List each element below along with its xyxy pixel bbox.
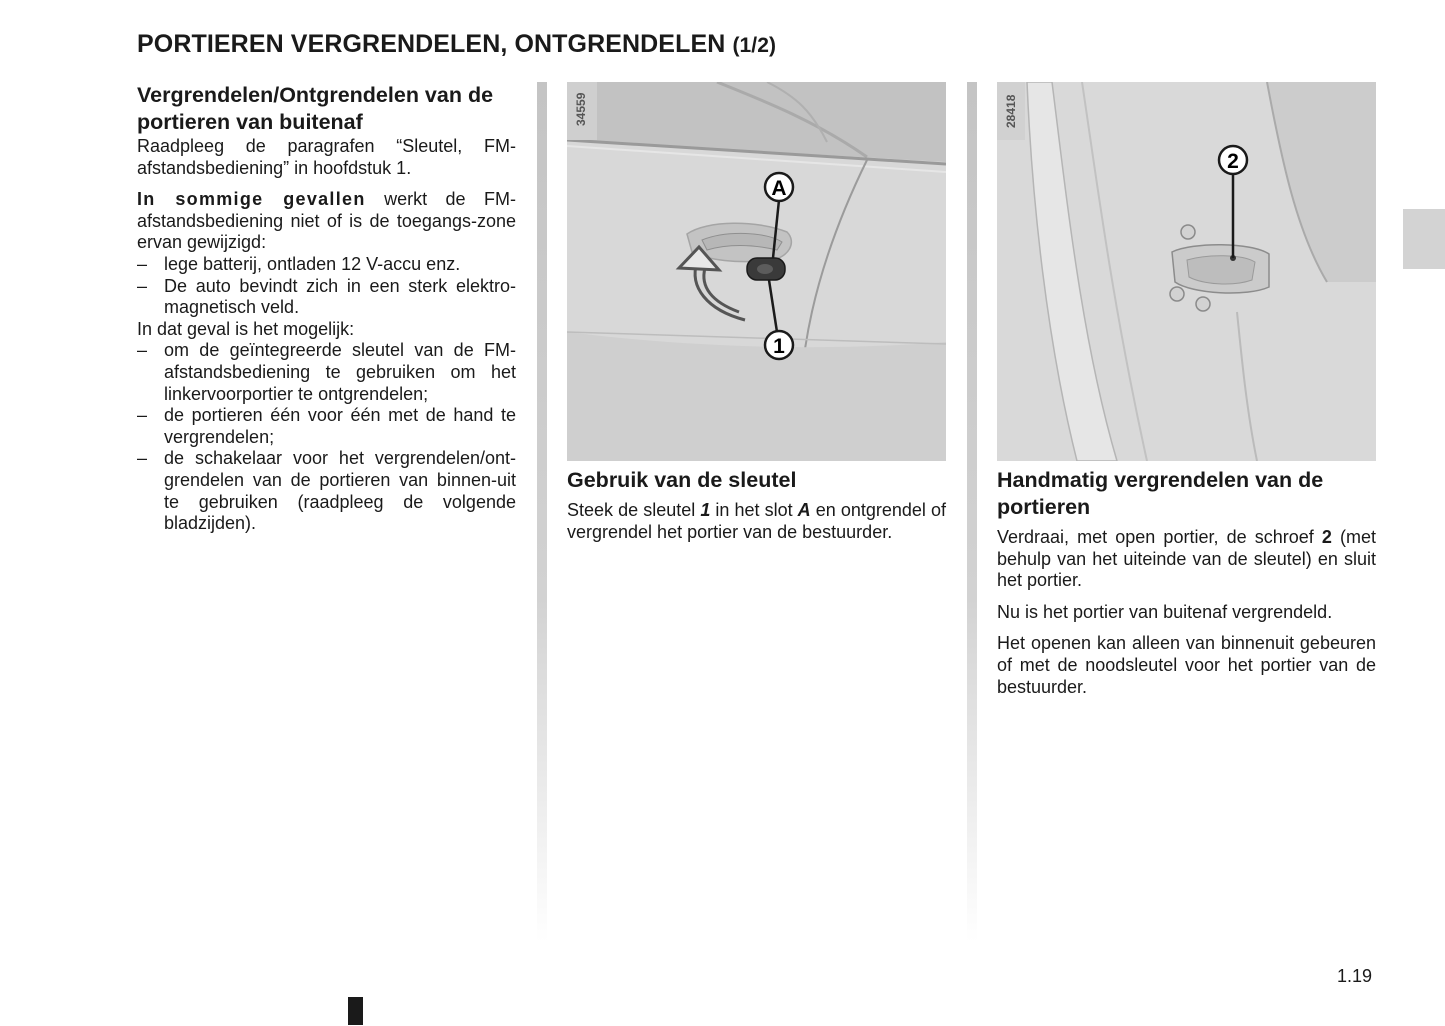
text-fragment: (met behulp van het uiteinde van de sleutel) en sluit het portier.	[997, 527, 1376, 591]
section-manual-locking	[997, 82, 1376, 698]
callout-1-label: 1	[773, 335, 785, 358]
page-title-main: PORTIEREN VERGRENDELEN, ONTGRENDELEN	[137, 30, 726, 58]
text-fragment: Steek de sleutel	[567, 500, 701, 520]
opening-text: Het openen kan alleen van binnenuit gebeuren of met de noodsleutel voor het portier van de bestuurder.	[997, 633, 1376, 697]
manual-lock-text	[997, 527, 1376, 592]
section-key-usage	[567, 82, 946, 543]
options-list	[137, 340, 516, 534]
intro-text: Raadpleeg de paragrafen “Sleutel, FM-afstandsbediening” in hoofdstuk 1.	[137, 136, 516, 178]
section-heading: Handmatig vergrendelen van de portieren	[997, 468, 1324, 519]
note-text	[137, 189, 516, 254]
section-exterior-locking	[137, 82, 516, 535]
list-item: – de schakelaar voor het vergrendelen/ont-grendelen van de portieren van binnen-uit te gebruiken (raadpleeg de volgende bladzijden).	[137, 448, 516, 534]
footer-mark	[348, 997, 363, 1025]
section-heading: Vergrendelen/Ontgrendelen van de portieren van buitenaf	[137, 83, 494, 134]
page-title-suffix: (1/2)	[732, 34, 777, 57]
figure-door-lock	[997, 82, 1376, 461]
column-divider	[967, 82, 977, 942]
section-heading: Gebruik van de sleutel	[567, 468, 797, 492]
list-item: – lege batterij, ontladen 12 V-accu enz.	[137, 254, 516, 276]
column-divider	[537, 82, 547, 942]
lock-reference: A	[797, 500, 811, 520]
list-item: – De auto bevindt zich in een sterk elektro-magnetisch veld.	[137, 276, 516, 319]
locked-text: Nu is het portier van buitenaf vergrendeld.	[997, 601, 1333, 622]
list-item: – de portieren één voor één met de hand te vergrendelen;	[137, 405, 516, 448]
door-lock-screw-illustration-icon	[997, 82, 1376, 461]
figure-door-handle	[567, 82, 946, 461]
figure-code: 34559	[574, 92, 588, 126]
note-rest: werkt de FM-afstandsbediening niet of is de toegangs-zone ervan gewijzigd:	[137, 189, 517, 253]
list-item: – om de geïntegreerde sleutel van de FM-afstandsbediening te gebruiken om het linkervoorportier te ontgrendelen;	[137, 340, 516, 405]
callout-2-label: 2	[1227, 150, 1239, 173]
page-title	[137, 30, 776, 59]
then-text: In dat geval is het mogelijk:	[137, 318, 355, 339]
door-handle-key-illustration-icon	[567, 82, 946, 461]
text-fragment: en ontgrendel of vergrendel het portier van de bestuurder.	[567, 500, 946, 542]
page-number: 1.19	[1337, 966, 1373, 986]
callout-a-label: A	[771, 177, 787, 200]
note-emphasis: In sommige gevallen	[137, 189, 366, 210]
text-fragment: Verdraai, met open portier, de schroef	[997, 527, 1322, 547]
screw-reference: 2	[1321, 527, 1332, 547]
key-reference: 1	[700, 500, 711, 520]
figure-code: 28418	[1004, 94, 1018, 128]
causes-list	[137, 254, 516, 319]
chapter-tab	[1403, 209, 1445, 269]
text-fragment: in het slot	[710, 500, 798, 520]
key-usage-text	[567, 500, 946, 543]
